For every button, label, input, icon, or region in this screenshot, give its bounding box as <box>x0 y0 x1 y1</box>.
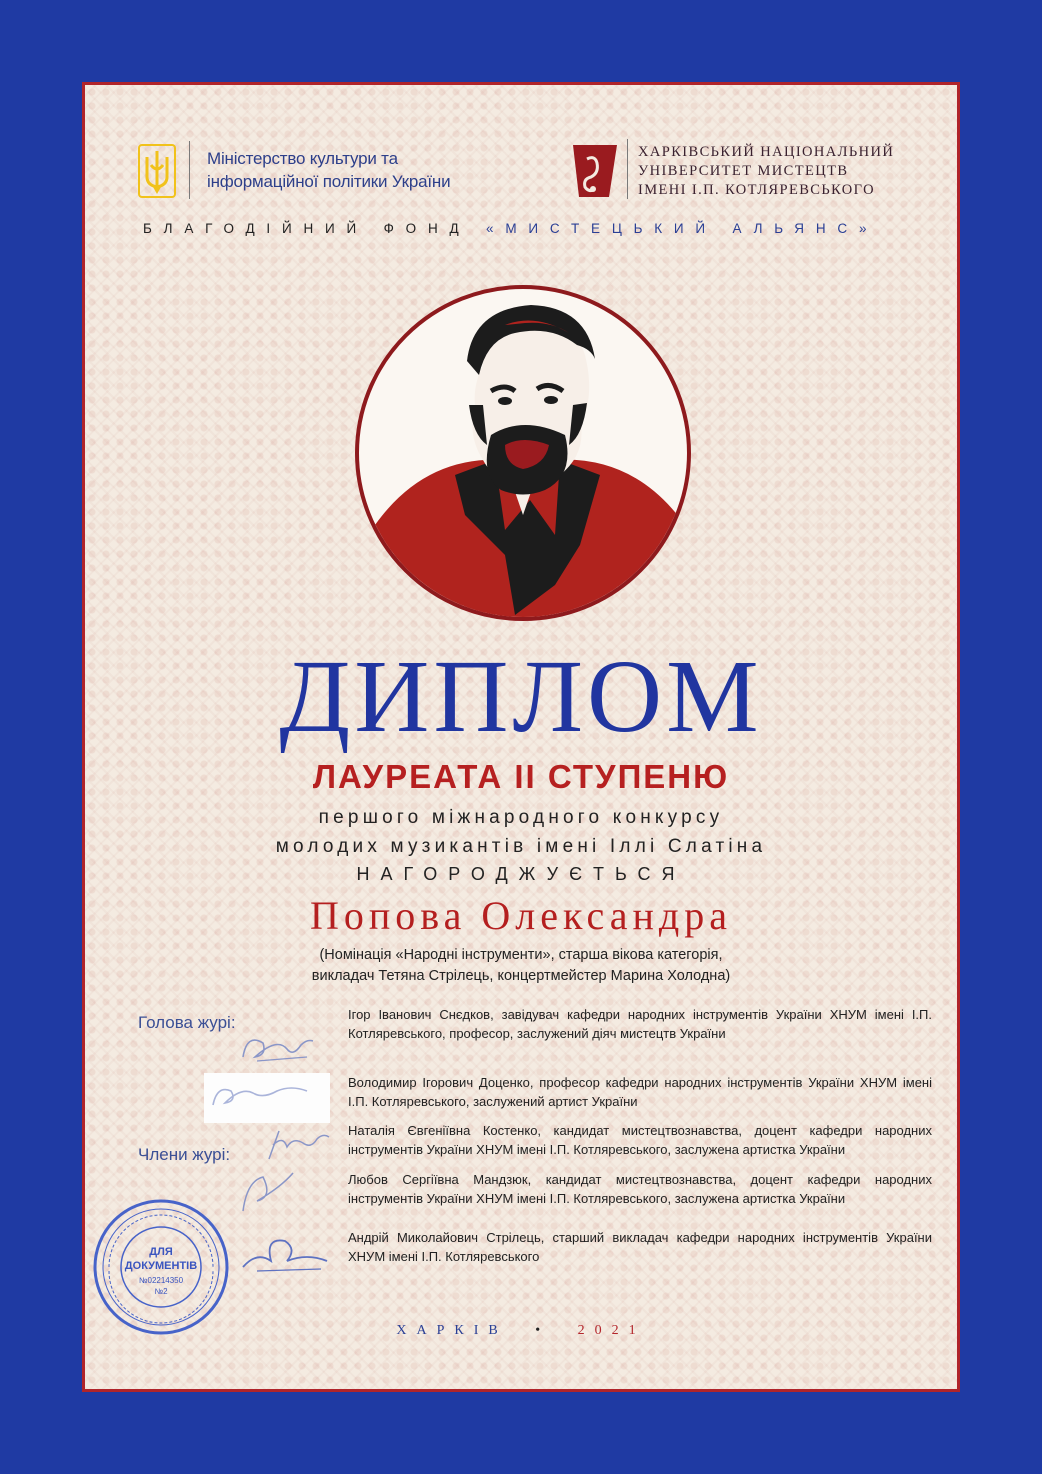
jury-member-2: Наталія Євгеніївна Костенко, кандидат мистецтвознавства, доцент кафедри народних інструментів України ХНУМ імені І.П. Котляревського, заслужена артистка України <box>348 1123 932 1157</box>
university-logo-icon <box>569 141 621 201</box>
ministry-line-1: Міністерство культури та <box>207 149 398 168</box>
footer-year: 2021 <box>577 1323 646 1338</box>
signature-member-4 <box>237 1231 333 1275</box>
university-line-1: ХАРКІВСЬКИЙ НАЦІОНАЛЬНИЙ <box>638 144 895 160</box>
stamp-index: №2 <box>154 1287 168 1296</box>
ministry-line-2: інформаційної політики України <box>207 172 451 191</box>
portrait-medallion <box>355 285 691 621</box>
stamp-line-1: ДЛЯ <box>149 1246 173 1258</box>
signature-member-3 <box>233 1167 303 1217</box>
diploma-sheet <box>82 82 960 1392</box>
stamp-line-2: ДОКУМЕНТІВ <box>124 1260 198 1272</box>
jury-member-4: Андрій Миколайович Стрілець, старший викладач кафедри народних інструментів України ХНУМ імені І.П. Котляревського <box>348 1230 932 1264</box>
fund-name: «МИСТЕЦЬКИЙ АЛЬЯНС» <box>486 221 879 236</box>
university-name <box>638 143 928 200</box>
ministry-divider <box>189 141 190 199</box>
fund-line <box>143 221 913 236</box>
footer-separator: • <box>535 1323 551 1338</box>
nomination-line-1: (Номінація «Народні інструменти», старша вікова категорія, <box>319 947 723 963</box>
fund-prefix: БЛАГОДІЙНИЙ ФОНД <box>143 221 471 236</box>
trident-icon <box>137 143 177 199</box>
signature-head <box>237 1027 317 1067</box>
stamp-number: №02214350 <box>138 1276 184 1285</box>
awardee-name: Попова Олександра <box>310 893 732 938</box>
diploma-title: ДИПЛОМ <box>279 639 763 754</box>
competition-line-2: молодих музикантів імені Іллі Слатіна <box>275 836 767 857</box>
nomination-line-2: викладач Тетяна Стрілець, концертмейстер Марина Холодна) <box>311 968 731 984</box>
jury-head-entry: Ігор Іванович Снєдков, завідувач кафедри народних інструментів України ХНУМ імені І.П. Котляревського, професор, заслужений діяч мистецтв України <box>348 1007 932 1041</box>
university-line-2: УНІВЕРСИТЕТ МИСТЕЦТВ <box>638 163 849 179</box>
jury-members-label: Члени журі: <box>138 1145 231 1164</box>
competition-line-1: першого міжнародного конкурсу <box>318 807 724 828</box>
ministry-name <box>207 147 527 193</box>
laureate-degree: ЛАУРЕАТА ІІ СТУПЕНЮ <box>312 758 730 795</box>
jury-member-1: Володимир Ігорович Доценко, професор кафедри народних інструментів України ХНУМ імені І.П. Котляревського, заслужений артист України <box>348 1075 932 1109</box>
official-stamp <box>91 1197 231 1337</box>
jury-head-label: Голова журі: <box>138 1013 236 1032</box>
footer-city: ХАРКІВ <box>396 1323 508 1338</box>
university-divider <box>627 139 628 199</box>
nomination-details <box>85 945 957 987</box>
jury-member-3: Любов Сергіївна Мандзюк, кандидат мистецтвознавства, доцент кафедри народних інструментів України ХНУМ імені І.П. Котляревського, заслужена артистка України <box>348 1172 932 1206</box>
footer-line <box>85 1323 957 1339</box>
university-line-3: ІМЕНІ І.П. КОТЛЯРЕВСЬКОГО <box>638 182 875 198</box>
awarded-label: НАГОРОДЖУЄТЬСЯ <box>356 864 686 884</box>
signature-member-1 <box>207 1077 317 1117</box>
signature-member-2 <box>263 1125 333 1165</box>
